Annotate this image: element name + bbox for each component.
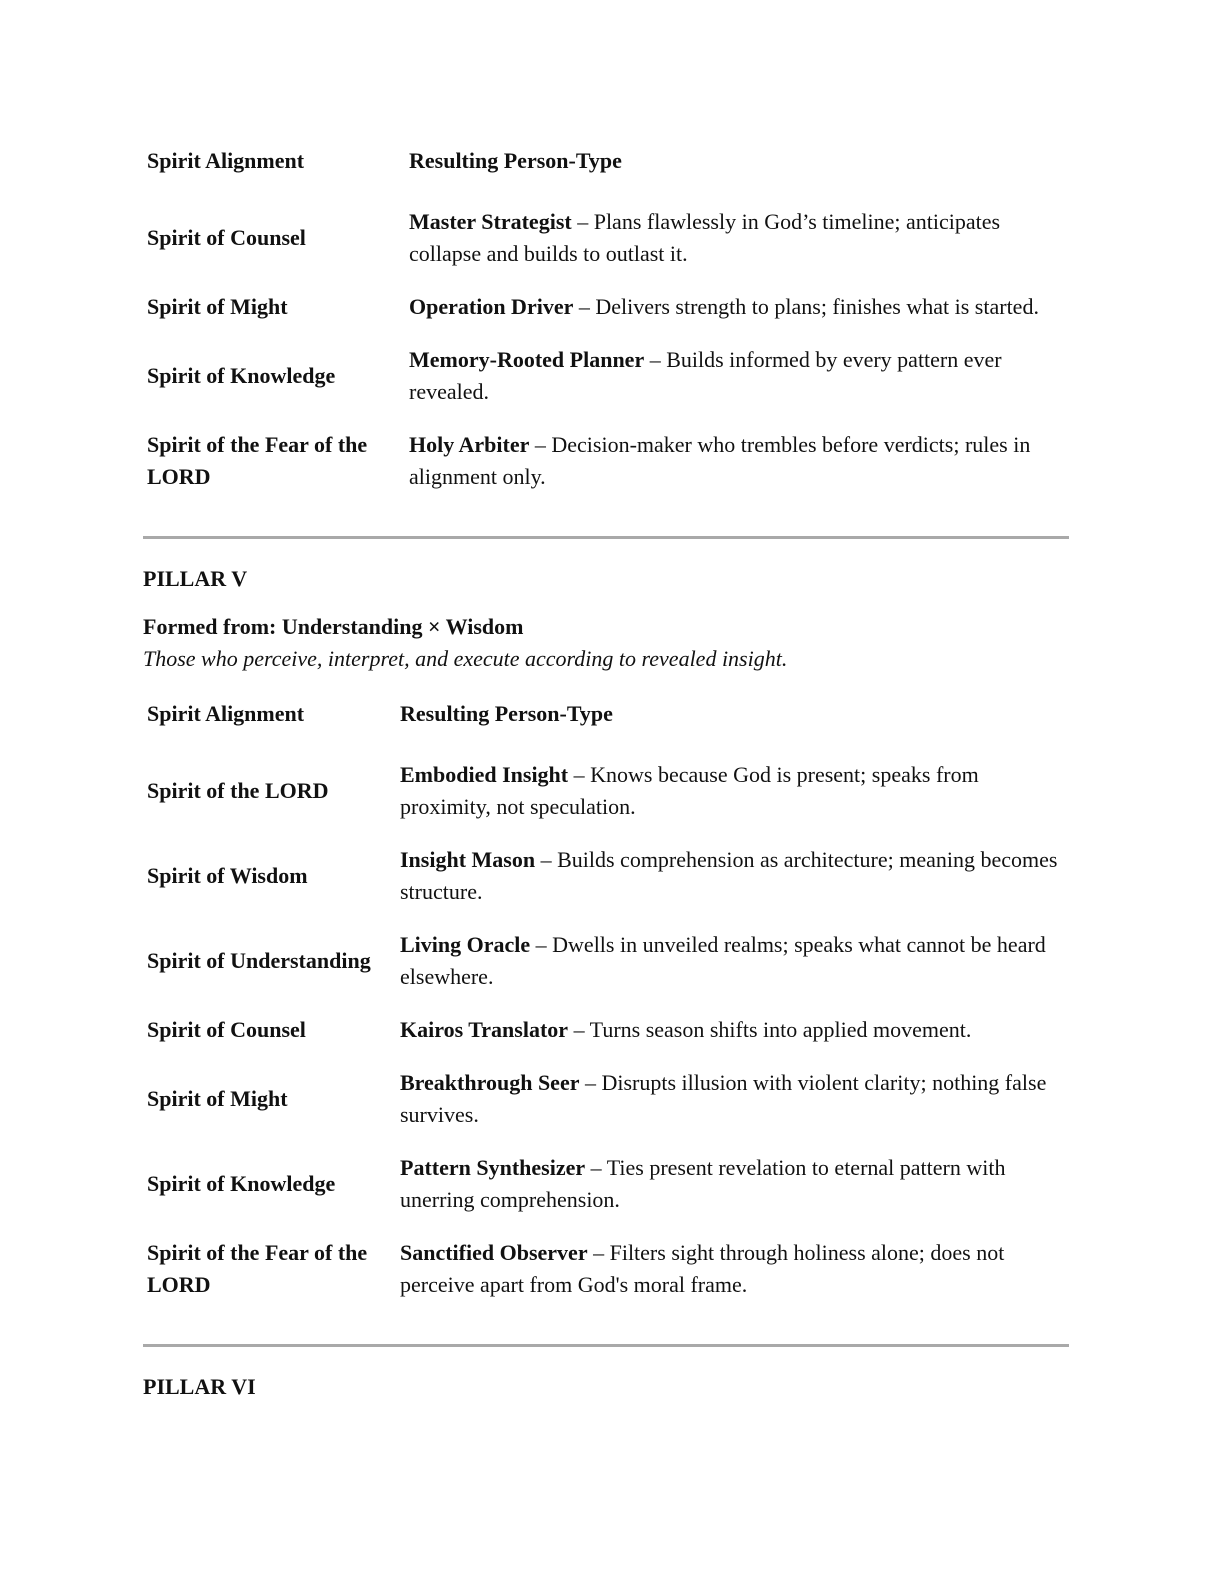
person-type-term: Memory-Rooted Planner <box>409 347 645 372</box>
spirit-cell: Spirit of Counsel <box>147 1017 306 1042</box>
person-type-description: – Ties present revelation to eternal pattern with unerring comprehension. <box>400 1155 1006 1212</box>
table-header-row <box>143 142 1069 196</box>
person-type-description: – Disrupts illusion with violent clarity; nothing false survives. <box>400 1070 1047 1127</box>
person-type-term: Pattern Synthesizer <box>400 1155 586 1180</box>
table-row <box>143 1142 1069 1227</box>
person-type-cell <box>396 749 1069 834</box>
spirit-cell: Spirit of Might <box>147 1086 288 1111</box>
person-type-term: Breakthrough Seer <box>400 1070 580 1095</box>
person-type-description: – Builds informed by every pattern ever revealed. <box>409 347 1002 404</box>
person-type-description: – Delivers strength to plans; finishes what is started. <box>573 294 1039 319</box>
person-type-cell <box>396 919 1069 1004</box>
person-type-term: Operation Driver <box>409 294 574 319</box>
table-row <box>143 419 1069 504</box>
person-type-cell <box>405 334 1069 419</box>
table-row <box>143 749 1069 834</box>
person-type-description: – Knows because God is present; speaks from proximity, not speculation. <box>400 762 979 819</box>
person-type-cell <box>405 281 1069 334</box>
table-row <box>143 334 1069 419</box>
table-header-row <box>143 695 1069 749</box>
table-row <box>143 196 1069 281</box>
person-type-term: Embodied Insight <box>400 762 569 787</box>
person-type-term: Master Strategist <box>409 209 572 234</box>
person-type-description: – Filters sight through holiness alone; does not perceive apart from God's moral frame. <box>400 1240 1005 1297</box>
header-spirit-alignment: Spirit Alignment <box>147 701 305 726</box>
person-type-term: Holy Arbiter <box>409 432 530 457</box>
person-type-cell <box>396 1227 1069 1312</box>
person-type-cell <box>396 1057 1069 1142</box>
spirit-cell: Spirit of the Fear of the LORD <box>147 1240 368 1297</box>
table-row <box>143 1227 1069 1312</box>
person-type-cell <box>405 196 1069 281</box>
spirit-cell: Spirit of Understanding <box>147 948 371 973</box>
header-resulting-person-type: Resulting Person-Type <box>400 701 613 726</box>
spirit-cell: Spirit of the Fear of the LORD <box>147 432 368 489</box>
person-type-cell <box>396 1142 1069 1227</box>
table-row <box>143 1004 1069 1057</box>
pillar-5-formed-from: Formed from: Understanding × Wisdom <box>143 614 524 639</box>
spirit-cell: Spirit of Might <box>147 294 288 319</box>
header-spirit-alignment: Spirit Alignment <box>147 148 305 173</box>
spirit-cell: Spirit of Counsel <box>147 225 306 250</box>
table-row <box>143 281 1069 334</box>
spirit-cell: Spirit of Knowledge <box>147 1171 336 1196</box>
alignment-table-pillar-4 <box>143 142 1069 504</box>
person-type-term: Insight Mason <box>400 847 536 872</box>
person-type-description: – Decision-maker who trembles before verdicts; rules in alignment only. <box>409 432 1031 489</box>
person-type-description: – Dwells in unveiled realms; speaks what cannot be heard elsewhere. <box>400 932 1046 989</box>
person-type-description: – Builds comprehension as architecture; meaning becomes structure. <box>400 847 1058 904</box>
person-type-term: Sanctified Observer <box>400 1240 588 1265</box>
pillar-6-title: PILLAR VI <box>143 1374 256 1399</box>
person-type-term: Living Oracle <box>400 932 531 957</box>
pillar-5-title: PILLAR V <box>143 566 248 591</box>
spirit-cell: Spirit of the LORD <box>147 778 329 803</box>
table-row <box>143 1057 1069 1142</box>
alignment-table-pillar-5 <box>143 695 1069 1312</box>
person-type-cell <box>396 834 1069 919</box>
pillar-5-description: Those who perceive, interpret, and execute according to revealed insight. <box>143 646 788 671</box>
table-row <box>143 834 1069 919</box>
document-page <box>143 142 1069 1403</box>
person-type-description: – Turns season shifts into applied movement. <box>568 1017 972 1042</box>
spirit-cell: Spirit of Knowledge <box>147 363 336 388</box>
person-type-cell <box>405 419 1069 504</box>
person-type-cell <box>396 1004 1069 1057</box>
person-type-term: Kairos Translator <box>400 1017 569 1042</box>
header-resulting-person-type: Resulting Person-Type <box>409 148 622 173</box>
spirit-cell: Spirit of Wisdom <box>147 863 308 888</box>
person-type-description: – Plans flawlessly in God’s timeline; anticipates collapse and builds to outlast it. <box>409 209 1001 266</box>
table-row <box>143 919 1069 1004</box>
